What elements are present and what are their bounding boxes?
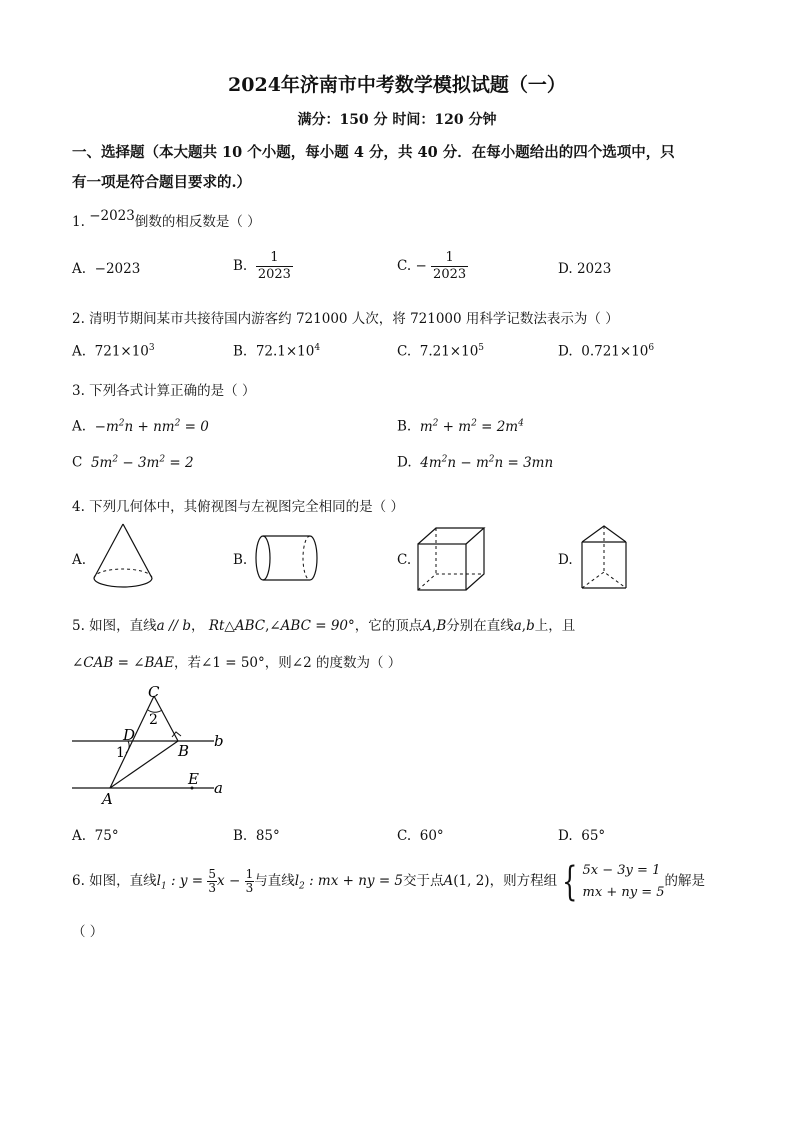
question-5-line1: 5. 如图，直线a // b， Rt△ABC,∠ABC = 90°，它的顶点A,B分别在直线a,b上，且 [72,618,576,634]
q4-label-c: C. [397,552,412,568]
q1-option-b [233,250,293,283]
q3-option-d: D. $4m^2n - m^2n = 3mn$ [397,454,554,471]
q2-option-d: D. $0.721\times 10^6$ [558,343,655,360]
q1-expression: −2023 [89,208,135,224]
option-label: C. [397,258,412,274]
label-1: 1 [116,745,125,761]
exam-info: 满分：150 分 时间：120 分钟 [297,112,497,128]
label-a-point: A [102,790,113,808]
page-title: 2024年济南市中考数学模拟试题（一） [228,74,566,96]
q5-geometry-figure [68,680,238,810]
q1-text: 倒数的相反数是（ ） [134,214,261,230]
label-c: C [148,683,160,701]
option-label: A. [72,261,87,277]
q4-label-a: A. [72,552,87,568]
option-value: 2023 [576,261,612,277]
cube-figure [414,524,490,594]
label-b-point: B [178,742,190,760]
cone-figure [88,520,158,596]
q3-option-a: A. $-m^2n + nm^2 = 0$ [72,418,209,435]
fraction: $\frac{1}{2023}$ [433,250,467,282]
q5-option-a: A. 75° [72,828,119,844]
label-d: D [123,726,136,744]
q4-label-d: D. [558,552,573,568]
prism-figure [578,522,632,594]
fraction: $\frac{1}{2023}$ [257,250,291,282]
q2-option-a: A. $721\times 10^3$ [72,343,155,360]
section-heading-line1: 一、选择题（本大题共 10 个小题，每小题 4 分，共 40 分．在每小题给出的四个选项中，只 [72,144,675,161]
question-1 [72,210,261,230]
question-6: 6. 如图，直线$l_1$ : y = $\frac{5}{3}$ x − $\frac{1}{3}$ 与直线$l_2$ : mx + ny = 5交于点A(1, 2)，则方程组 { 5x − 3y = 1 mx + ny = 5 的解是 [72,858,705,905]
label-line-b: b [214,732,224,750]
q2-option-c: C. $7.21\times 10^5$ [397,343,485,360]
question-4: 4. 下列几何体中，其俯视图与左视图完全相同的是（ ） [72,499,404,515]
option-value: −2023 [94,261,141,277]
q1-option-d [558,261,611,277]
option-label: D. [558,261,573,277]
option-label: B. [233,258,248,274]
q3-option-b: B. $m^2 + m^2 = 2m^4$ [397,418,524,435]
q2-option-b: B. $72.1\times 10^4$ [233,343,321,360]
q1-option-c: C. − $\frac{1}{2023}$ [397,250,467,282]
q3-option-c: C $5m^2 - 3m^2 = 2$ [72,454,194,471]
question-number: 1. [72,214,85,230]
label-2: 2 [149,712,158,728]
q4-label-b: B. [233,552,248,568]
q5-option-c: C. 60° [397,828,444,844]
label-e: E [188,770,199,788]
question-3: 3. 下列各式计算正确的是（ ） [72,383,256,399]
cylinder-figure [252,532,322,586]
q5-option-d: D. 65° [558,828,606,844]
q1-option-a [72,261,140,277]
section-heading-line2: 有一项是符合题目要求的.） [72,174,252,191]
label-line-a: a [214,779,223,797]
question-5-line2: ∠CAB = ∠BAE，若∠1 = 50°，则∠2 的度数为（ ） [72,655,402,671]
question-2: 2. 清明节期间某市共接待国内游客约 721000 人次，将 721000 用科学记数法表示为（ ） [72,311,619,327]
q6-answer-paren: （ ） [72,924,104,940]
q5-option-b: B. 85° [233,828,280,844]
